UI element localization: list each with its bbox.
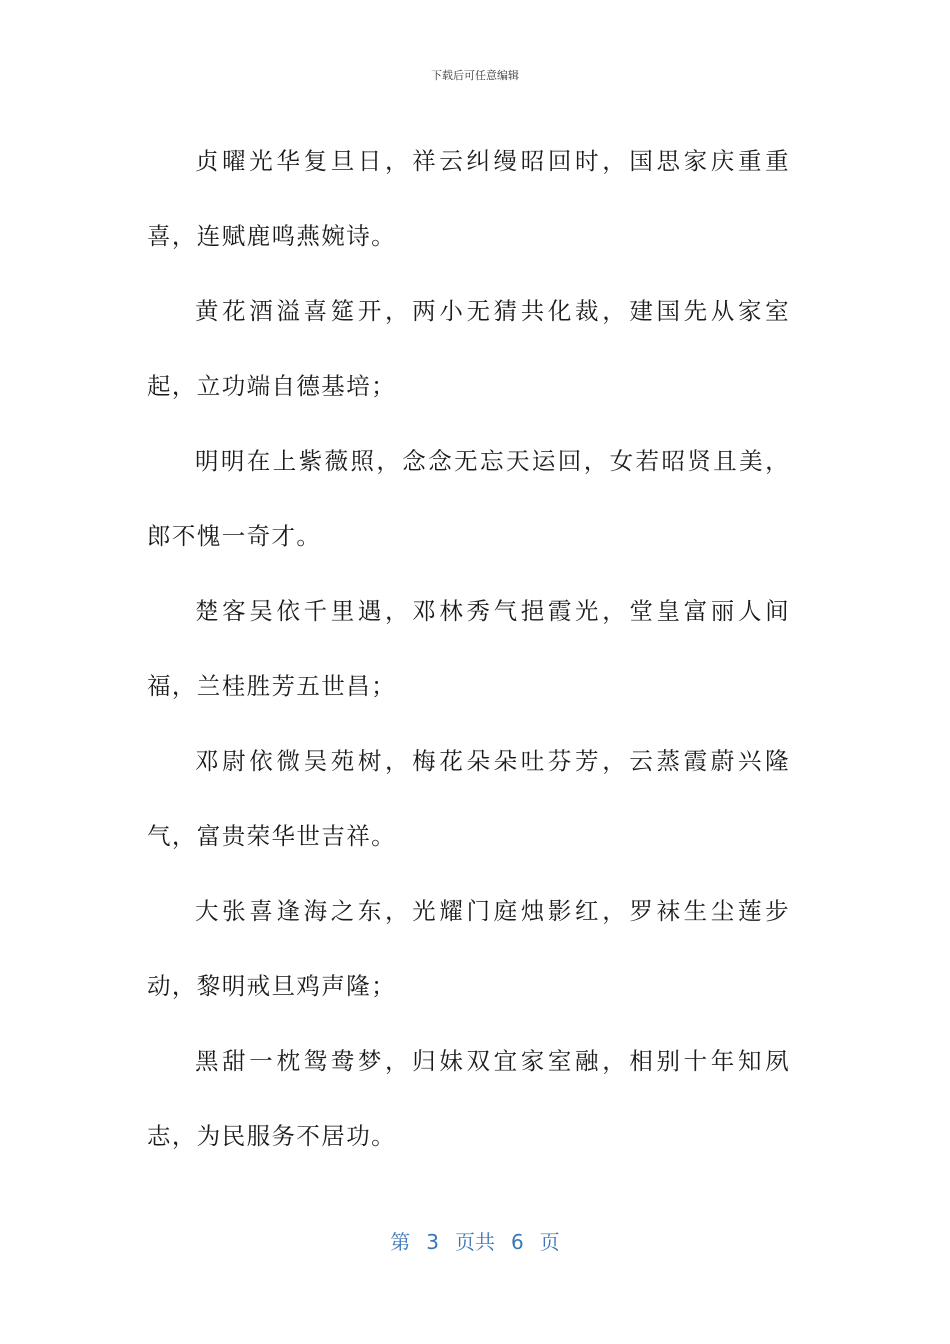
paragraph-4: 楚客吴依千里遇，邓林秀气挹霞光，堂皇富丽人间福，兰桂胜芳五世昌；	[147, 597, 790, 700]
page-footer	[0, 1226, 950, 1255]
paragraph-3: 明明在上紫薇照，念念无忘天运回，女若昭贤且美，郎不愧一奇才。	[147, 447, 790, 550]
document-body	[147, 124, 790, 1174]
paragraph-7: 黑甜一枕鸳鸯梦，归妹双宜家室融，相别十年知夙志，为民服务不居功。	[147, 1047, 790, 1150]
page-mid-label: 页共	[455, 1230, 495, 1254]
page-suffix: 页	[539, 1230, 560, 1254]
paragraph-2: 黄花酒溢喜筵开，两小无猜共化裁，建国先从家室起，立功端自德基培；	[147, 297, 790, 400]
header-note: 下载后可任意编辑	[431, 69, 519, 82]
paragraph-6: 大张喜逢海之东，光耀门庭烛影红，罗袜生尘莲步动，黎明戒旦鸡声隆；	[147, 897, 790, 1000]
current-page-number: 3	[426, 1230, 439, 1254]
paragraph-5: 邓尉依微吴苑树，梅花朵朵吐芬芳，云蒸霞蔚兴隆气，富贵荣华世吉祥。	[147, 747, 790, 850]
paragraph-1: 贞曜光华复旦日，祥云纠缦昭回时，国思家庆重重喜，连赋鹿鸣燕婉诗。	[147, 147, 790, 250]
total-pages-number: 6	[511, 1230, 524, 1254]
page-prefix: 第	[390, 1230, 411, 1254]
